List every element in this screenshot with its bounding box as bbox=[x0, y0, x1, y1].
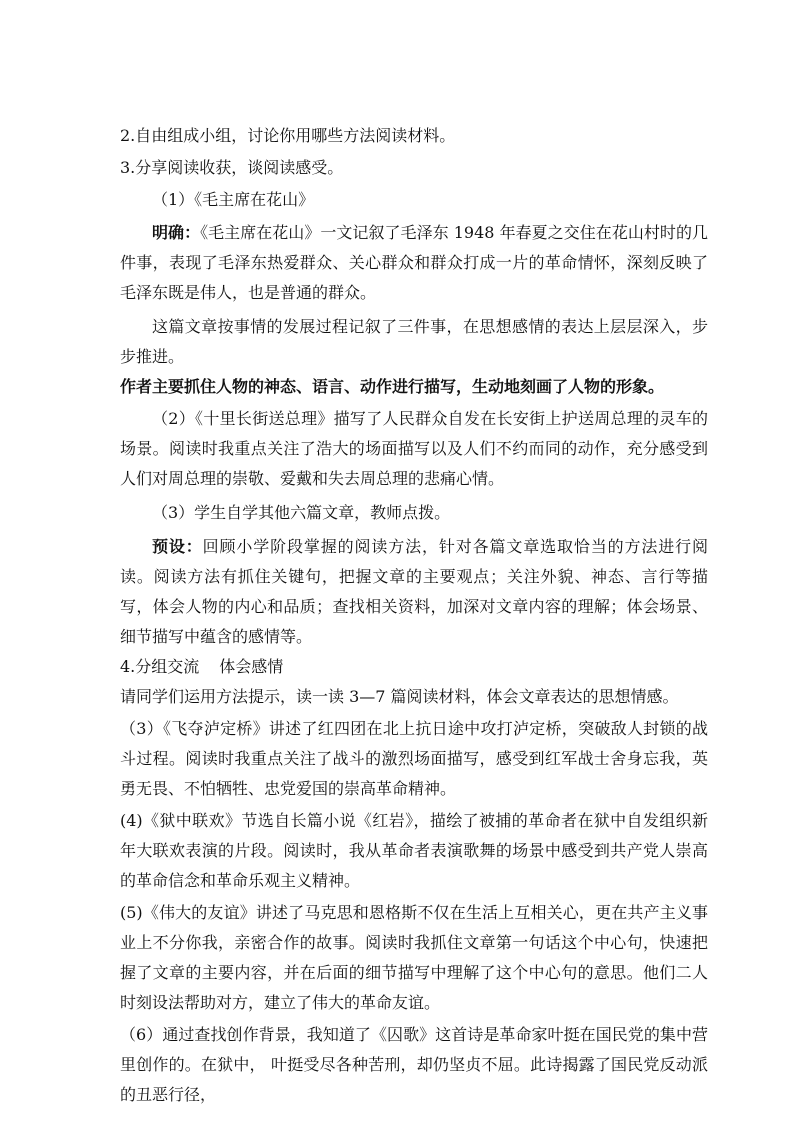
step-4-b: 体会感情 bbox=[219, 657, 284, 676]
reading-5: (5)《伟大的友谊》讲述了马克思和恩格斯不仅在生活上互相关心，更在共产主义事业上不分你我，亲密合作的故事。阅读时我抓住文章第一句话这个中心句，快速把握了文章的主要内容，并在后面的细节描写中理解了这个中心句的意思。他们二人时刻设法帮助对方，建立了伟大的革命友谊。 bbox=[120, 903, 708, 1012]
item-2-paragraph: （2）《十里长街送总理》描写了人民群众自发在长安街上护送周总理的灵车的场景。阅读时我重点关注了浩大的场面描写以及人们不约而同的动作，充分感受到人们对周总理的崇敬、爱戴和失去周总理的悲痛心情。 bbox=[120, 409, 708, 488]
preset-text: 回顾小学阶段掌握的阅读方法，针对各篇文章选取恰当的方法进行阅读。阅读方法有抓住关键句，把握文章的主要观点；关注外貌、神态、言行等描写，体会人物的内心和品质；查找相关资料，加深对文章内容的理解；体会场景、细节描写中蕴含的感情等。 bbox=[120, 537, 708, 646]
step-4-a: 4.分组交流 bbox=[120, 657, 200, 676]
item-1-paragraph-2: 这篇文章按事情的发展过程记叙了三件事，在思想感情的表达上层层深入，步步推进。 bbox=[120, 317, 708, 366]
preset-paragraph bbox=[120, 532, 708, 652]
item-1-label: 明确： bbox=[152, 223, 201, 242]
item-1-paragraph bbox=[120, 218, 708, 308]
item-1-text: 《毛主席在花山》一文记叙了毛泽东 1948 年春夏之交住在花山村时的几件事，表现了毛泽东热爱群众、关心群众和群众打成一片的革命情怀，深刻反映了毛泽东既是伟人，也是普通的群众。 bbox=[120, 223, 708, 302]
step-4-heading bbox=[120, 652, 708, 682]
preset-label: 预设： bbox=[152, 537, 203, 556]
item-1-bold-sentence: 作者主要抓住人物的神态、语言、动作进行描写，生动地刻画了人物的形象。 bbox=[120, 377, 665, 396]
reading-4: (4)《狱中联欢》节选自长篇小说《红岩》，描绘了被捕的革命者在狱中自发组织新年大联欢表演的片段。阅读时，我从革命者表演歌舞的场景中感受到共产党人崇高的革命信念和革命乐观主义精神。 bbox=[120, 811, 708, 890]
reading-3: （3）《飞夺泸定桥》讲述了红四团在北上抗日途中攻打泸定桥，突破敌人封锁的战斗过程。阅读时我重点关注了战斗的激烈场面描写，感受到红军战士舍身忘我，英勇无畏、不怕牺牲、忠党爱国的崇高革命精神。 bbox=[120, 719, 708, 798]
step-4-intro: 请同学们运用方法提示，读一读 3—7 篇阅读材料，体会文章表达的思想情感。 bbox=[120, 687, 679, 706]
step-2: 2.自由组成小组，讨论你用哪些方法阅读材料。 bbox=[120, 126, 456, 145]
item-1-title: （1）《毛主席在花山》 bbox=[152, 190, 315, 209]
reading-6: （6）通过查找创作背景，我知道了《囚歌》这首诗是革命家叶挺在国民党的集中营里创作的。在狱中， 叶挺受尽各种苦刑，却仍坚贞不屈。此诗揭露了国民党反动派的丑恶行径， bbox=[120, 1025, 708, 1104]
item-3-paragraph: （3）学生自学其他六篇文章，教师点拨。 bbox=[152, 503, 451, 522]
step-3: 3.分享阅读收获，谈阅读感受。 bbox=[120, 158, 344, 177]
